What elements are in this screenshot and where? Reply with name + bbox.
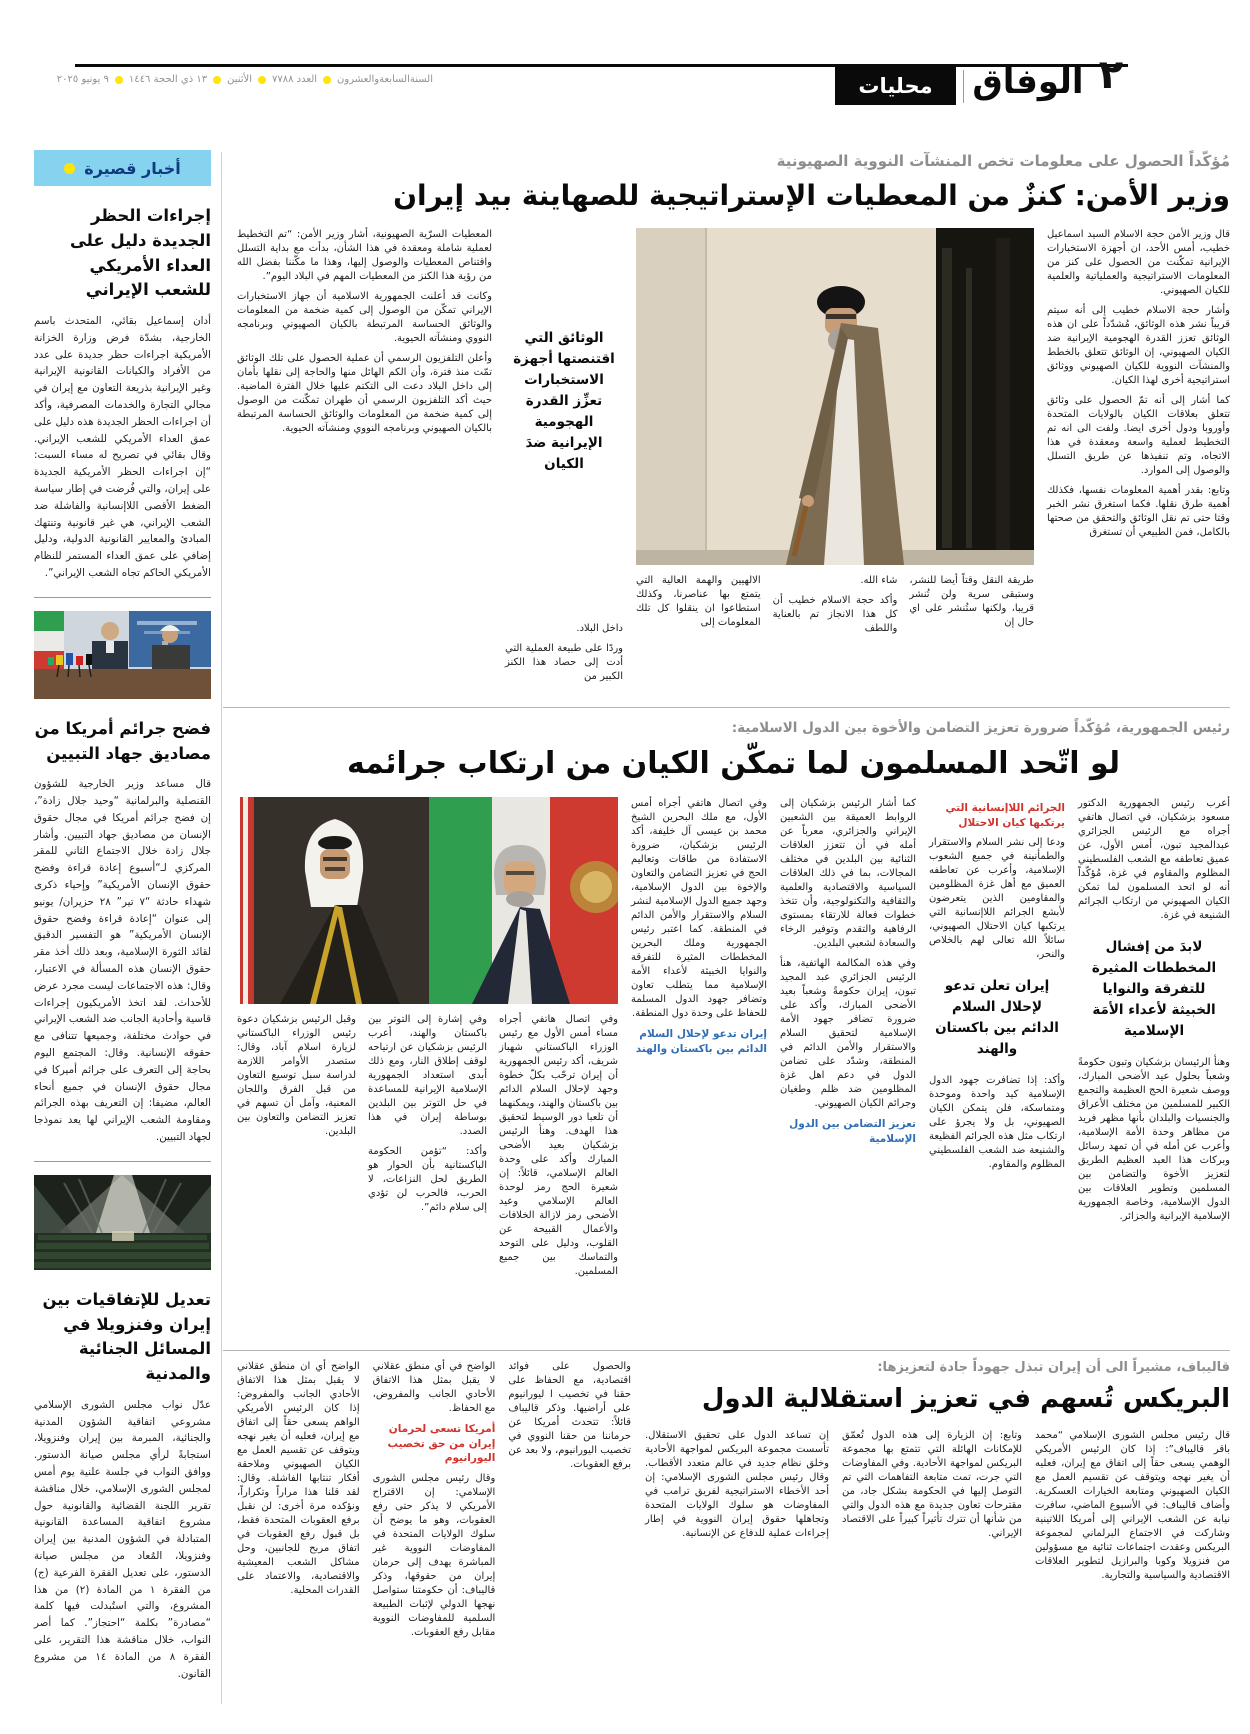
- dateline-hijri: ١٣ ذي الحجة ١٤٤٦: [128, 74, 208, 85]
- article-brics: [237, 1360, 1230, 1646]
- article2-kicker: رئيس الجمهورية، مُؤكّداً ضرورة تعزيز التضامن والأخوة بين الدول الاسلامية:: [731, 720, 1230, 736]
- article2-column-2: [929, 797, 1065, 1335]
- minister-photo: [636, 228, 1034, 565]
- sidebar-divider: [34, 1161, 211, 1162]
- paragraph: وأكد: “تؤمن الحكومة الباكستانية بأن الحوار هو الطريق لحل النزاعات، لا الحرب، فالحرب لن تؤدي إلى سلام دائم”.: [368, 1146, 487, 1213]
- header-rule: [75, 64, 1128, 67]
- paragraph: الواضح في أي منطق عقلاني لا يقبل بمثل هذا الاتفاق الأحادي الجانب والمفروض، مع الحفاظ.: [372, 1361, 496, 1414]
- paragraph: الالهيين والهمة العالية التي يتمتع بها عناصرنا، وكذلك استطاعوا ان ينقلوا كل تلك المعلومات إلى: [635, 575, 761, 629]
- article-president-unity: [237, 720, 1230, 1335]
- article3-column-4: [508, 1360, 631, 1646]
- article3-left-block: [237, 1360, 631, 1646]
- article3-red-subhead: أمريكا تسعى لحرمان إيران من حق تخصيب اليورانيوم: [387, 1423, 496, 1465]
- article2-pullquote-1: لابدَ من إفشال المخططات المثيرة للتفرقة والنوايا الخبيثة لأعداء الأمَة الإسلامية: [1091, 939, 1217, 1039]
- article2-under-photo-col: [237, 1013, 356, 1335]
- dateline-dot-icon: [323, 76, 331, 84]
- article3-kicker: قاليباف، مشيراً الى أن إيران تبذل جهوداً جادة لتعزيزها:: [877, 1360, 1230, 1375]
- dateline-dot-icon: [213, 76, 221, 84]
- paragraph: شاء الله.: [860, 575, 898, 587]
- sidebar-article-title[interactable]: فضح جرائم أمريكا من مصاديق جهاد التبيين: [34, 718, 211, 763]
- paragraph: قال رئيس مجلس الشورى الإسلامي “محمد باقر قاليباف”: إذا كان الرئيس الأمريكي الوهمي يسعى حقاً إلى اتفاق مع إيران، فعليه أن يغير نهجه ويتوقف عن تقسيم العمل مع الكيان الصهيوني ومتابعة الخيارات العسكرية. وأضاف قاليباف: في الأسبوع الماضي، سافرت نيابة عن الشعب الإيراني إلى أمريكا اللاتينية وشاركت في الاجتماع البرلماني لمجموعة البريكس وعقدت اجتماعات ثنائية مع مسؤولين من فنزويلا وكوبا والبرازيل لتطوير العلاقات الاقتصادية والسياسية والتجارية.: [1035, 1429, 1230, 1581]
- paragraph: والحصول على فوائد اقتصادية، مع الحفاظ على حقنا في تخصيب ا ليورانيوم على أراضيها. وذكر قاليباف قائلاً: تتحدث أمريكا عن حرماننا من حقنا النووي في تخصيب اليورانيوم، ولا بعد عن برفع العقوبات.: [508, 1361, 631, 1470]
- article1-pullquote-column: [505, 228, 623, 690]
- section-badge[interactable]: محليات: [835, 67, 956, 105]
- press-conference-photo: [34, 611, 211, 699]
- article3-column-6: [237, 1360, 360, 1646]
- article2-red-subhead: الجرائم اللاإنسانية التي يرتكبها كيان الاحتلال: [945, 802, 1065, 829]
- article2-under-photo-col: [499, 1013, 618, 1335]
- article2-column-1: [1078, 797, 1230, 1335]
- paragraph: وتابع: إن الزيارة إلى هذه الدول تُعمّق للإمكانات الهائلة التي تتمتع بها مجموعة البريكس لمواجهة الأحادية. وفي المفاوضات التي جرت، تمت متابعة التفاهمات التي تم التوصل إليها في الحكومة بشكل جاد، من مقترحات تعاون جديدة مع هذه الدول والتي من شأنها أن تترك تأثيراً كبيراً على الاقتصاد الإيراني.: [842, 1429, 1022, 1539]
- paragraph: وقبل الرئيس بزشكيان دعوة رئيس الوزراء الباكستاني لزيارة اسلام آباد، وقال: ستصدر الأوامر اللازمة لدراسة سبل توسيع التعاون من قبل الفرق واللجان المعنية، وآمل أن تسهم في تعزيز التضامن والتعاون بين البلدين.: [237, 1014, 356, 1137]
- sidebar-header-title: أخبار قصيرة: [84, 158, 181, 178]
- article1-pullquote: الوثائق التي اقتنصتها أجهزة الاستخبارات تعزِّز القدرة الهجومية الإيرانية ضدَ الكيان: [513, 330, 615, 472]
- paragraph: وفي اتصال هاتفي أجراه أمس الأول، مع ملك البحرين الشيخ محمد بن عيسى آل خليفة، أكد الرئيس بزشكيان، ضرورة الاستفادة من طاقات وتعاليم الحج في تعزيز التضامن والتعاون والإخوة بين الدول الإسلامية، وجهد جميع الدول الإسلامية لنشر السلام والاستقرار والأمن الدائم في المنطقة. كما اعتبر رئيس الجمهورية وملك البحرين المخططات المثيرة للتفرقة والنوايا الخبيثة لأعداء الأمة الإسلامية مما يتطلب تعاون وتضافر جهود الدول المسلمة للحفاظ على وحدة دول المنطقة.: [631, 798, 767, 1019]
- article3-headline[interactable]: البريكس تُسهم في تعزيز استقلالية الدول: [701, 1384, 1230, 1414]
- page-number: ٢: [1098, 52, 1124, 98]
- article2-blue-subhead-2: إيران تدعو لإحلال السلام الدائم بين باكستان والهند: [635, 1028, 767, 1055]
- article-security-minister: [237, 152, 1230, 690]
- article3-right-block: [645, 1360, 1230, 1646]
- article-divider-rule: [223, 1350, 1230, 1351]
- sidebar-article-title[interactable]: تعديل للإتفاقيات بين إيران وفنزويلا في المسائل الجنائية والمدنية: [42, 1289, 211, 1384]
- article2-pullquote-2: إيران تعلن تدعو لإحلال السلام الدائم بين باكستان والهند: [935, 978, 1059, 1058]
- paper-logo: الوفاق: [972, 62, 1084, 102]
- sidebar-article-body: قال مساعد وزير الخارجية للشؤون القنصلية والبرلمانية “وحيد جلال زادة”، إن فضح جرائم أمريكا في مجال حقوق الإنسان من مصاديق جهاد التبيين. وأشار جلال زادة خلال الاجتماع الثاني للمقر المركزي لـ“أسبوع إعادة قراءة وفضح حقوق الإنسان الأمريكية” وإحياء ذكرى شهداء حادثة “٧ تير” ٢٨ حزيران/ يونيو إلى عنوان “إعادة قراءة وفضح حقوق الإنسان الأمريكية” هو التفسير الدقيق لقائد الثورة الإسلامية، وبعد ذلك أخذ مقر حقوق الإنسان هذه المسألة في الاعتبار، وقال: هذه الاجتماعات ليست مجرد عرض للأحداث. لقد اتخذ الأمريكيون إجراءات قاسية وأحادية الجانب ضد الشعب الإيراني في حوادث مختلفة، وجميعها تتنافى مع حقوقه الإنسانية. وقال: المجتمع اليوم بحاجة إلى التعرف على جرائم أميركا في مجال حقوق الإنسان في جميع أنحاء العالم، مضيفا: إن التعريف بهذه الجرائم ومقاومة الشعب الإيراني لها يعد نموذجا لجهاد التبيين.: [34, 778, 211, 1143]
- dateline-year: السنةالسابعةوالعشرون: [337, 74, 433, 85]
- article1-under-photo-col: [773, 574, 898, 642]
- sidebar-main-divider: [221, 152, 222, 1704]
- paragraph: وفي اتصال هاتفي أجراه مساء أمس الأول مع رئيس الوزراء الباكستاني شهباز شريف، أكد رئيس الجمهورية أن إيران ترحّب بكلّ خطوة وجهد لإحلال السلام الدائم بين باكستان والهند، ويمكنهما أن تلعبا دور الوسيط لتحقيق هذا الهدف. وهنأ الرئيس بزشكيان بعيد الأضحى المبارك وأكد على وحدة العالم الإسلامي، قائلاً: إن شعيرة الحج رمز لوحدة العالم الإسلامي وعيد الأضحى رمز لازالة الخلافات والأعمال القبيحة عن القلوب، ودليل على التوحد والتماسك بين جميع المسلمين.: [499, 1014, 618, 1277]
- leaders-photo: [240, 797, 618, 1004]
- sidebar-article-body: عدّل نواب مجلس الشورى الإسلامي مشروعي اتفاقية الشؤون المدنية والجنائية، المبرمة بين إيران وفنزويلا، استجابةً لرأي مجلس صيانة الدستور. ووافق النواب في جلسة علنية يوم أمس لمجلس الشورى الإسلامي، خلال مناقشة تقرير اللجنة القضائية والقانونية حول مشروع اتفاقية المساعدة القانونية المتبادلة في الشؤون المدنية بين إيران وفنزويلا، المُعاد من مجلس صيانة الدستور، على تعديل الفقرة الفرعية (ج) من الفقرة ١ من المادة (٢) من هذا المشروع، والتي استُبدلت فيها كلمة “مصادرة” بكلمة “احتجاز”. كما أصر النواب، خلال مناقشة هذا التقرير، على الفقرة ٨ من المادة ١٤ من مشروع القانون.: [34, 1398, 211, 1680]
- article1-under-photo-col: [636, 574, 761, 642]
- article3-column-2: [842, 1429, 1022, 1589]
- article1-column-left: [237, 228, 492, 690]
- paragraph: وتابع: بقدر أهمية المعلومات نفسها، فكذلك أهمية طرق نقلها. فكما استغرق نشر الخبر وقتا حتى تم نقل الوثائق والتحقق من صحتها بالكامل، فمن الطبيعي أن تستغرق: [1047, 485, 1230, 539]
- paragraph: طريقة النقل وقتاً أيضا للنشر، وستبقى سرية ولن تُنشر قريبا، ولكنها ستُنشر على اي حال إن: [909, 575, 1034, 629]
- sidebar-short-news: [34, 150, 211, 1682]
- paragraph: المعطيات السرّية الصهيونية، أشار وزير الأمن: “تم التخطيط لعملية شاملة ومعقدة في هذا الشأن، بدأت مع بداية التسلل واقتناص المعطيات والوصول إليها، وهذا ما مكّننا بفضل الله من رؤية هذا الكنز من المعطيات المهم في البلاد اليوم”.: [237, 229, 492, 283]
- article3-column-5: [373, 1360, 496, 1646]
- dateline-issue: العدد ٧٧٨٨: [272, 74, 318, 85]
- paragraph: كما أشار الرئيس بزشكيان إلى الروابط العميقة بين الشعبين الإيراني والجزائري، معرباً عن أمله في أن تتعزز العلاقات الثنائية بين البلدين في مختلف المجالات، بما في ذلك العلاقات السياسية والاقتصادية والعلمية والثقافية والتكنولوجية، وأن تتخذ خطوات فعالة للارتقاء بمستوى الرفاهية والتقدم وتوفير الرخاء والسعادة لشعبي البلدين.: [780, 798, 916, 949]
- dateline-day: الأثنين: [227, 74, 252, 85]
- paragraph: وأكد: إذا تضافرت جهود الدول الإسلامية كيد واحدة وموحدة ومتماسكة، فلن يتمكن الكيان الصهيوني، بل ولا يجرؤ على ارتكاب مثل هذه الجرائم الفظيعة والشنيعة ضد الشعب الفلسطيني المظلوم والمقاوم.: [929, 1075, 1065, 1171]
- paragraph: قال وزير الأمن حجة الاسلام السيد اسماعيل خطيب، أمس الأحد، ان أجهزة الاستخبارات الإيرانية تمكّنت من الحصول على كنز من المعلومات الاستراتيجية والعملياتية والعلمية للكيان الصهيوني.: [1047, 229, 1230, 297]
- yellow-dot-icon: [64, 163, 75, 174]
- paragraph: الواضح أي ان منطق عقلاني لا يقبل بمثل هذا الاتفاق الأحادي الجانب والمفروض: إذا كان الرئيس الأمريكي الواهم يسعى حقاً إلى اتفاق مع إيران، فعليه أن يغير نهجه ويتوقف عن تقسيم العمل مع الكيان الصهيوني وملاحقة أفكار تنتابها الفاشلة. وقال: لقد قلنا هذا مراراً وتكراراً، ونؤكده مرة أخرى: لن نقبل برفع العقوبات المتحدة فقط، بل قبول رفع العقوبات في اتفاق مربح للجانبين، وحل مشاكل الشعب المعيشية والاقتصادية، والاعتماد على القدرات المحلية.: [236, 1361, 360, 1596]
- sidebar-divider: [34, 597, 211, 598]
- paragraph: وقال رئيس مجلس الشورى الإسلامي: إن الاقتراح الأمريكي لا يذكر حتى رفع العقوبات، وهو ما يوضح أن سلوك الولايات المتحدة في المفاوضات النووية غير المباشرة يهدف إلى حرمان إيران من حقوقها، وذكر قاليباف: أن حكومتنا ستواصل نهجها الدولي لإثبات الطبيعة السلمية للمفاوضات النووية مقابل رفع العقوبات.: [372, 1473, 496, 1639]
- paragraph: وأشار حجة الاسلام خطيب إلى أنه سيتم قريباً نشر هذه الوثائق، مُشدّداً على ان هذه الوثائق تعزز القدرة الهجومية الإيرانية ضد الكيان الصهيوني، إن الوثائق تتعلق بالخطط والمنشآت النووية للكيان الصهيوني ووثائق استراتيجية أخرى لهذا الكيان.: [1047, 305, 1230, 387]
- paragraph: وفي هذه المكالمة الهاتفية، هنأ الرئيس الجزائري عبد المجيد تبون، إيران حكومةً وشعباً بعيد الأضحى المبارك، وأكد على ضرورة تضافر جهود الأمة الإسلامية لتحقيق السلام والاستقرار والأمن الدائم في المنطقة، وشدّد على تضامن الدول في دعم اهل غزة المظلومين ضد ظلم وطغيان وجرائم الكيان الصهيوني.: [780, 958, 916, 1109]
- paragraph: ودعا إلى نشر السلام والاستقرار والطمأنينة في جميع الشعوب الإسلامية، وأعرب عن تعاطفه العميق مع أهل غزة المظلومين والمقاومين الذين يتعرضون لأبشع الجرائم اللاإنسانية التي يرتكبها كيان الاحتلال الصهيوني، سائلاً الله تعالى لهم بالخلاص والنحر،: [929, 837, 1065, 961]
- article2-headline[interactable]: لو اتّحد المسلمون لما تمكّن الكيان من ارتكاب جرائمه: [346, 746, 1121, 781]
- article2-column-3: [780, 797, 916, 1335]
- paragraph: داخل البلاد.: [576, 623, 623, 635]
- dateline-dot-icon: [115, 76, 123, 84]
- article1-kicker: مُؤكّداً الحصول على معلومات تخص المنشآت النووية الصهيونية: [776, 152, 1230, 170]
- article3-column-3: [645, 1429, 829, 1589]
- sidebar-article-body: أدان إسماعيل بقائي، المتحدث باسم الخارجية، بشدّة فرض وزارة الخزانة الأمريكية اجراءات حظر جديدة على عدد من الأفراد والكيانات القانونية الإيرانية وغير الإيرانية بذريعة التعاون مع إيران في مجالي التجارة والخدمات المصرفية، وأكد أن اجراءات الحظر الجديدة هذه دليل على عمق العداء الأمريكي للشعب الإيراني. وقال بقائي في تصريح له مساء السبت: “إن اجراءات الحظر الأمريكية الجديدة على إيران، والتي فُرضت في إطار سياسة الضغط الأقصى اللاإنسانية والفاشلة ضد الشعب الإيراني، هي غير قانونية وتنتهك المبادئ والمعايير القانونية الدولية، ودليل إضافي على عمق العداء المستمر للنظام الأمريكي الحاكم تجاه الشعب الإيراني”.: [34, 315, 211, 579]
- paragraph: كما أشار إلى أنه تمّ الحصول على وثائق تتعلق بعلاقات الكيان بالولايات المتحدة وأوروبا ودول أخرى ايضا. ولفت الى انه تم التخطيط لعملية واسعة ومعقدة في هذا الاتجاه، وتم تنفيذها عن طريق التسلل والوصول إلى الموارد.: [1047, 395, 1230, 477]
- article2-column-4: [631, 797, 767, 1335]
- article2-blue-subhead-1: تعزيز التضامن بين الدول الإسلامية: [789, 1118, 916, 1145]
- parliament-hall-photo: [34, 1175, 211, 1270]
- article1-column-right: [1047, 228, 1230, 690]
- article1-photo-zone: [636, 228, 1034, 690]
- article2-under-photo-col: [368, 1013, 487, 1335]
- article1-under-photo-col: [909, 574, 1034, 642]
- sidebar-header: [34, 150, 211, 186]
- paragraph: أعرب رئيس الجمهورية الدكتور مسعود بزشكيان، في اتصال هاتفي أجراه مع الرئيس الجزائري عبدالمجيد تبون، أمس الأول، عن عميق تعاطفه مع الشعب الفلسطيني المظلوم والمقاوم في غزة، مُؤكّداً أنه لو اتحد المسلمون لما تمكن الكيان الصهيوني من ارتكاب الجرائم الشنيعة في غزة.: [1078, 798, 1230, 921]
- dateline-dot-icon: [258, 76, 266, 84]
- header-separator: [963, 70, 964, 103]
- paragraph: وفي إشارة إلى التوتر بين باكستان والهند، أعرب الرئيس بزشكيان عن ارتياحه لوقف إطلاق النار، ومع ذلك أبدى استعداد الجمهورية الإسلامية الإيرانية للمساعدة في حل التوتر بين البلدين بوساطة إيران في هذا الصدد.: [368, 1014, 487, 1137]
- article-divider-rule: [223, 707, 1230, 708]
- paragraph: وكانت قد أعلنت الجمهورية الاسلامية أن جهاز الاستخبارات الإيراني تمكّن من الوصول إلى كمية ضخمة من المعلومات والوثائق الحساسة المرتبطة بالكيان الصهيوني وبرنامجه النووي ومنشآته الحيوية.: [237, 291, 492, 345]
- paragraph: وأكد حجة الاسلام خطيب أن كل هذا الانجاز تم بالعناية واللطف: [772, 595, 898, 635]
- paragraph: وهنأ الرئيسان بزشكيان وتبون حكومةً وشعباً بحلول عيد الأضحى المبارك، ووصف شعيرة الحج العظيمة والتجمع الكبير للمسلمين من مختلف الأعراق والجنسيات والبلدان بأنها مظهر فريد من مظاهر وحدة الأمة الإسلامية، وأعرب عن أمله في أن تمهد رسائل وبركات هذا العيد العظيم الطريق لتعزيز الأخوة والتضامن بين المسلمين وتطوير العلاقات بين الدول الإسلامية، وخاصة الجمهورية الإسلامية الإيرانية والجزائر.: [1078, 1056, 1230, 1222]
- article3-column-1: [1035, 1429, 1230, 1589]
- dateline: [33, 74, 433, 85]
- article1-headline[interactable]: وزير الأمن: كنزٌ من المعطيات الإستراتيجية للصهاينة بيد إيران: [393, 179, 1230, 212]
- paragraph: وأعلن التلفزيون الرسمي أن عملية الحصول على تلك الوثائق تمّت منذ فترة، وأن الكم الهائل منها والحاجة إلى نقلها بأمان إلى داخل البلاد دعت الى التكتم عليها خلال الفترة الماضية. حيث أكد التلفزيون الرسمي أن طهران تمكّنت من الوصول إلى كمية ضخمة من المعلومات والوثائق الحساسة المرتبطة بالكيان الصهيوني وبرنامجه النووي ومنشآته الحيوية.: [237, 353, 492, 435]
- paragraph: إن تساعد الدول على تحقيق الاستقلال. تأسست مجموعة البريكس لمواجهة الأحادية وخلق نظام جديد في عالم متعدد الأقطاب. وقال رئيس مجلس الشورى الإسلامي: إن أحد الأخطاء الاستراتيجية لفريق ترامب في المفاوضات هو سلوك الولايات المتحدة وتجاهلها حقوق إيران النووية في إطار إجراءات عملية للدفاع عن الإنسانية.: [645, 1429, 829, 1539]
- paragraph: وردًا على طبيعة العملية التي أدت إلى حصاد هذا الكنز الكبير من: [505, 643, 623, 683]
- article2-photo-zone: [237, 797, 618, 1335]
- dateline-greg: ٩ يونيو ٢٠٢٥: [56, 74, 109, 85]
- sidebar-article-title[interactable]: إجراءات الحظر الجديدة دليل على العداء الأمريكي للشعب الإيراني: [69, 206, 211, 300]
